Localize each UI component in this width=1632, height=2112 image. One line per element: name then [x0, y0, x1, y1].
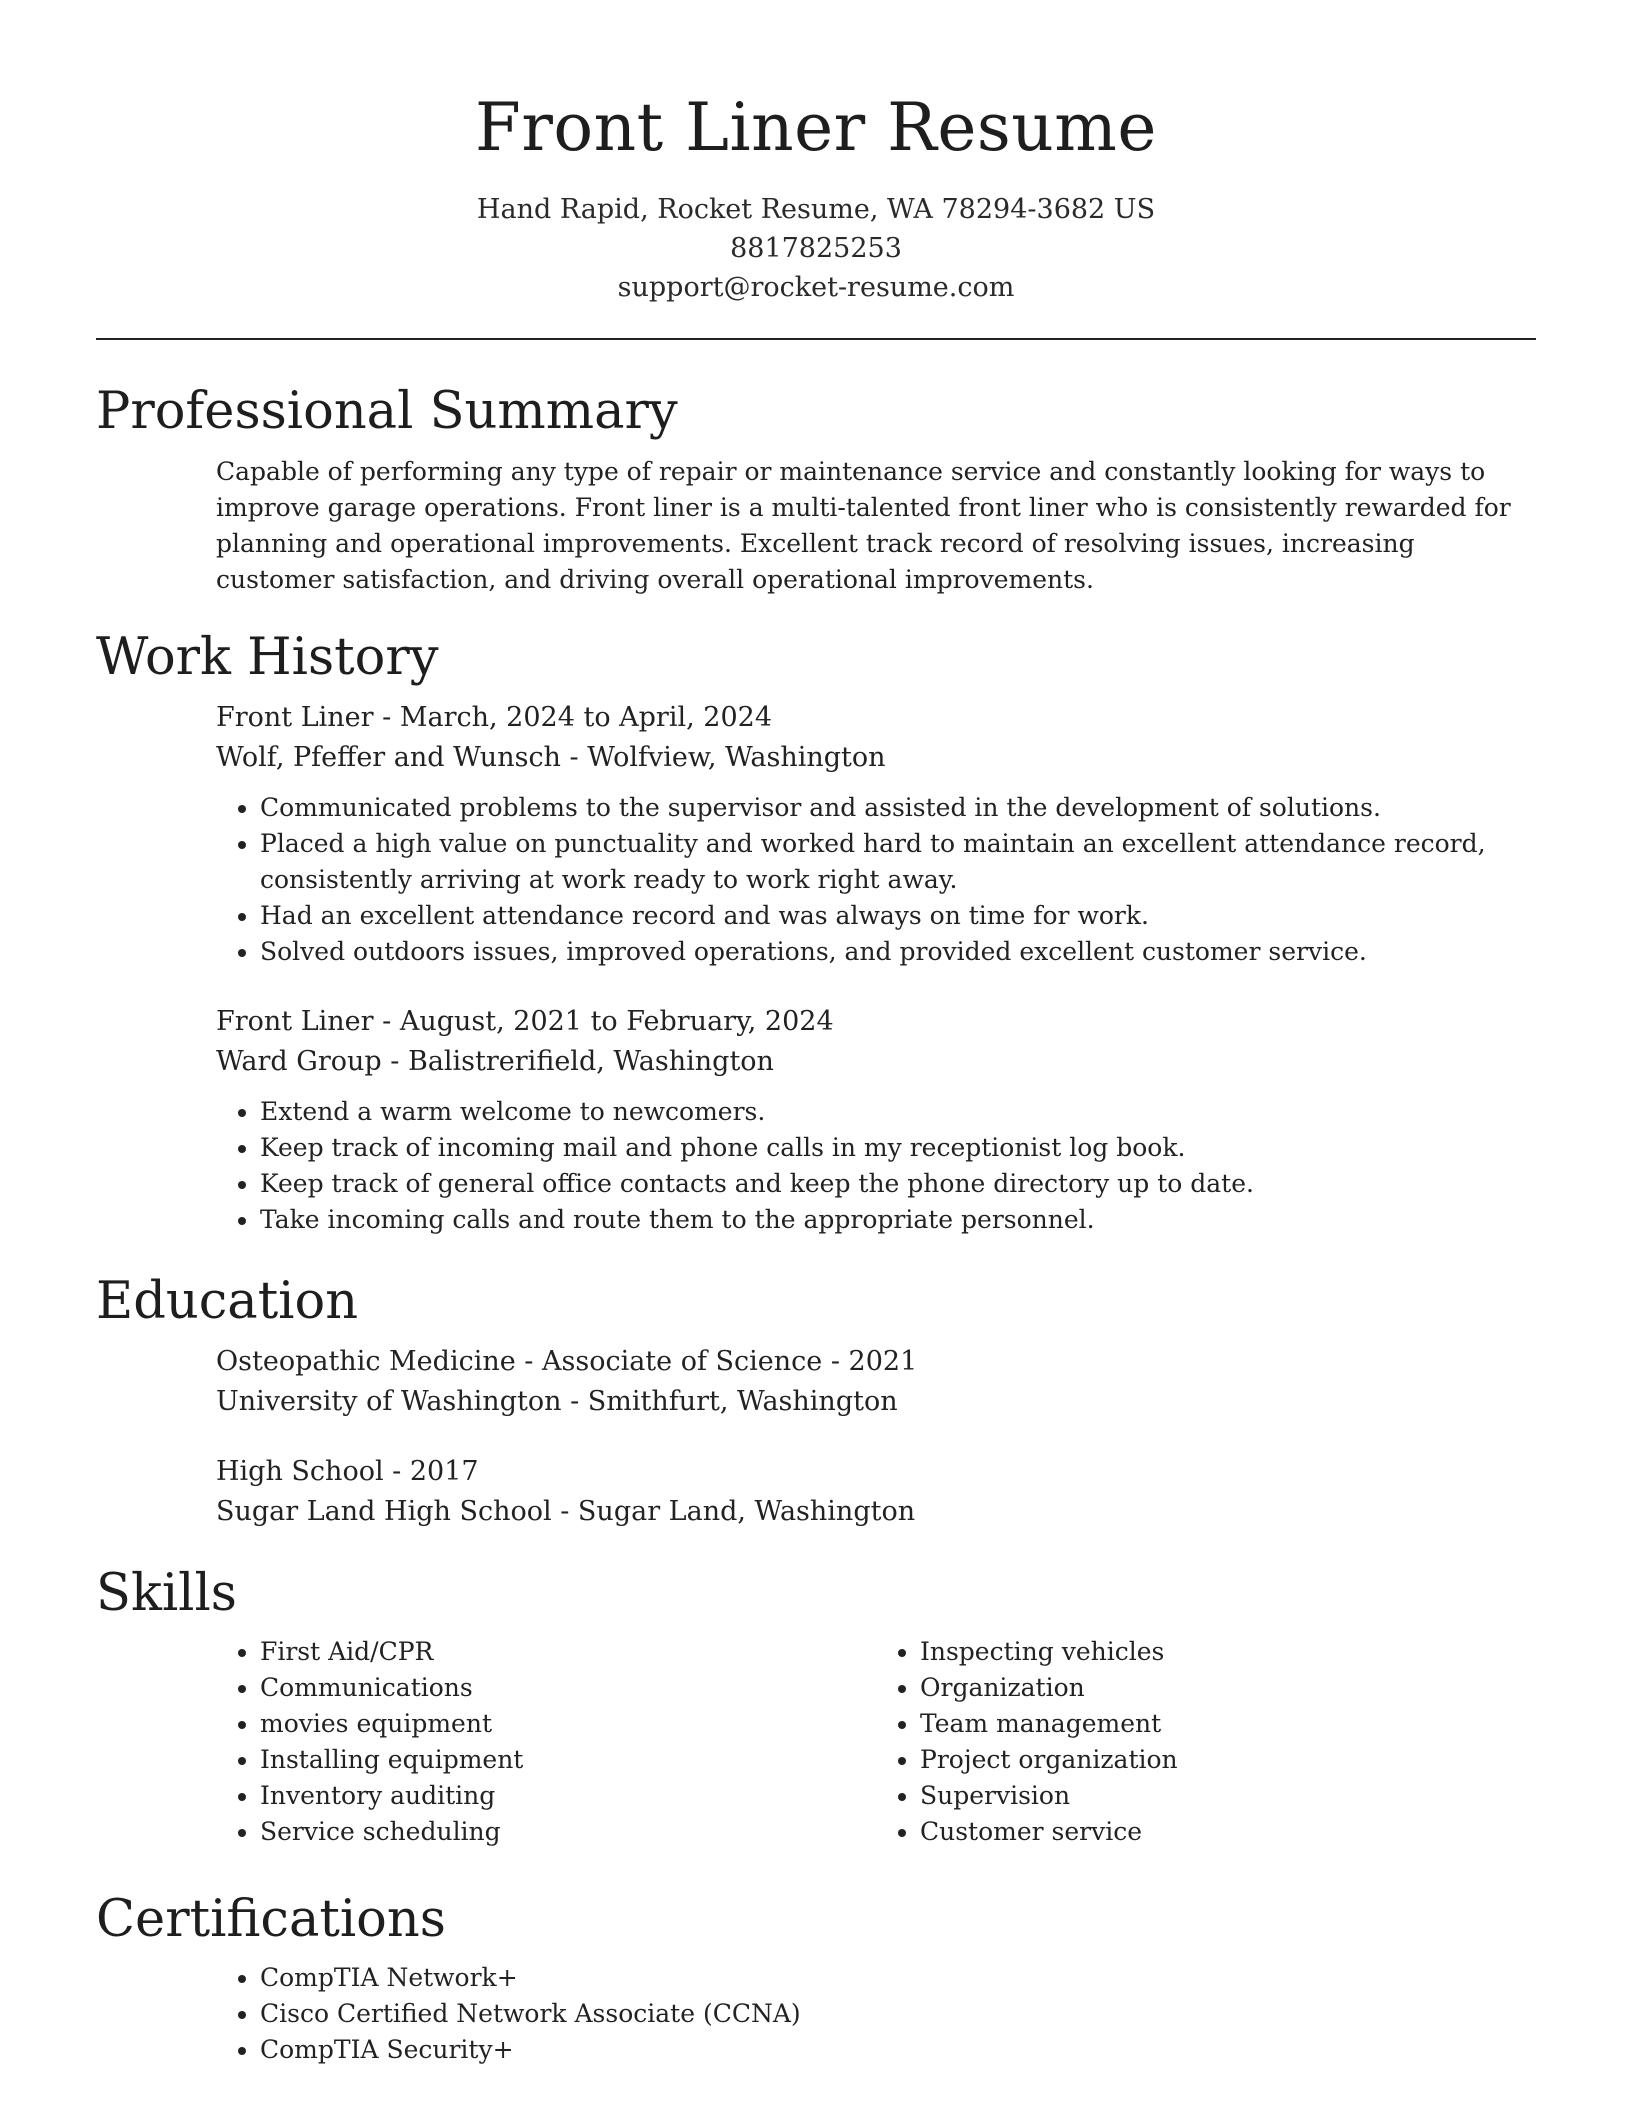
education-heading: Education: [96, 1272, 359, 1331]
certification-item: • CompTIA Network+: [260, 1960, 1536, 1996]
skills-grid: [216, 1626, 1536, 1850]
job-bullet: • Communicated problems to the supervisor and assisted in the development of solutions.: [260, 790, 1536, 826]
certifications-list: [216, 1960, 1536, 2068]
skills-column-left: [216, 1634, 876, 1850]
job-location: - Wolfview, Washington: [560, 742, 886, 773]
summary-heading: Professional Summary: [96, 382, 678, 441]
education-school-line: [216, 1492, 1536, 1532]
job-bullet: • Solved outdoors issues, improved operations, and provided excellent customer service.: [260, 934, 1536, 970]
skill-item: • movies equipment: [260, 1706, 876, 1742]
job-bullets: [216, 1094, 1536, 1238]
resume-header: [96, 0, 1536, 307]
skills-section: [96, 1562, 1536, 1850]
resume-page: [96, 0, 1536, 2064]
skill-item: • Supervision: [920, 1778, 1536, 1814]
skill-item: • Project organization: [920, 1742, 1536, 1778]
skill-item: • Installing equipment: [260, 1742, 876, 1778]
certifications-section: [96, 1888, 1536, 2068]
job-title-line: Front Liner - March, 2024 to April, 2024: [216, 702, 772, 733]
job-company: Ward Group: [216, 1046, 382, 1077]
contact-email: support@rocket-resume.com: [617, 272, 1015, 303]
education-entry: [216, 1452, 1536, 1532]
education-section: [96, 1270, 1536, 1532]
education-location: - Smithfurt, Washington: [561, 1386, 898, 1417]
skill-item: • Team management: [920, 1706, 1536, 1742]
job-bullets: [216, 790, 1536, 970]
skill-item: • Service scheduling: [260, 1814, 876, 1850]
education-entry: [216, 1342, 1536, 1422]
job-bullet: • Keep track of incoming mail and phone calls in my receptionist log book.: [260, 1130, 1536, 1166]
skill-item: • Customer service: [920, 1814, 1536, 1850]
skills-heading: Skills: [96, 1564, 237, 1623]
education-school-line: [216, 1382, 1536, 1422]
job-entry: [216, 1002, 1536, 1238]
skills-column-right: [876, 1634, 1536, 1850]
job-bullet: • Had an excellent attendance record and was always on time for work.: [260, 898, 1536, 934]
job-company: Wolf, Pfeffer and Wunsch: [216, 742, 561, 773]
skill-item: • First Aid/CPR: [260, 1634, 876, 1670]
education-degree: High School - 2017: [216, 1456, 479, 1487]
work-history-heading: Work History: [96, 628, 439, 687]
education-school: Sugar Land High School: [216, 1496, 552, 1527]
job-company-line: [216, 738, 1536, 778]
certification-item: • Cisco Certified Network Associate (CCNA): [260, 1996, 1536, 2032]
skill-item: • Organization: [920, 1670, 1536, 1706]
job-location: - Balistrerifield, Washington: [381, 1046, 774, 1077]
job-company-line: [216, 1042, 1536, 1082]
job-entry: [216, 698, 1536, 970]
contact-address: Hand Rapid, Rocket Resume, WA 78294-3682 US: [476, 194, 1156, 225]
contact-block: [96, 190, 1536, 307]
contact-phone: 8817825253: [730, 233, 902, 264]
summary-text: Capable of performing any type of repair or maintenance service and constantly looking for ways to improve garage operations. Front liner is a multi-talented front liner who is consistently rewarded for planning and operational improvements. Excellent track record of resolving issues, increasing customer satisfaction, and driving overall operational improvements.: [216, 457, 1511, 594]
skill-item: • Communications: [260, 1670, 876, 1706]
certifications-heading: Certifications: [96, 1890, 446, 1949]
work-history-section: [96, 626, 1536, 1238]
job-title-line: Front Liner - August, 2021 to February, 2024: [216, 1006, 834, 1037]
education-location: - Sugar Land, Washington: [551, 1496, 916, 1527]
resume-name: Front Liner Resume: [475, 89, 1157, 166]
certification-item: • CompTIA Security+: [260, 2032, 1536, 2068]
education-degree: Osteopathic Medicine - Associate of Science - 2021: [216, 1346, 918, 1377]
header-divider: [96, 338, 1536, 340]
summary-section: [96, 380, 1536, 598]
skill-item: • Inspecting vehicles: [920, 1634, 1536, 1670]
job-bullet: • Take incoming calls and route them to the appropriate personnel.: [260, 1202, 1536, 1238]
job-bullet: • Extend a warm welcome to newcomers.: [260, 1094, 1536, 1130]
job-bullet: • Keep track of general office contacts and keep the phone directory up to date.: [260, 1166, 1536, 1202]
education-school: University of Washington: [216, 1386, 562, 1417]
skill-item: • Inventory auditing: [260, 1778, 876, 1814]
job-bullet: • Placed a high value on punctuality and worked hard to maintain an excellent attendance record, consistently arriving at work ready to work right away.: [260, 826, 1536, 898]
